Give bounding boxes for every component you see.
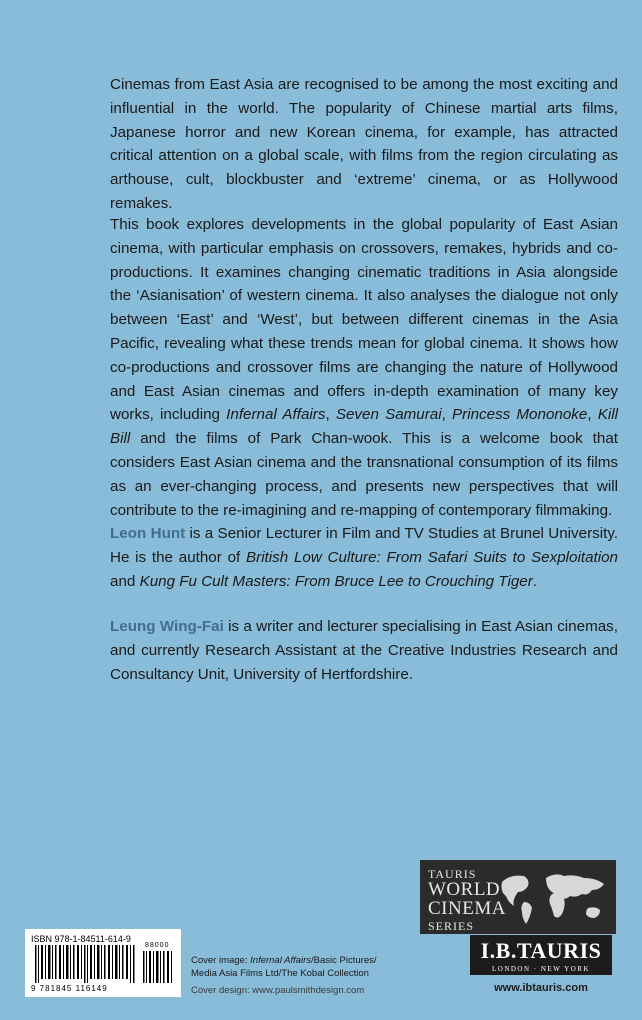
series-logo-line: SERIES xyxy=(428,919,475,933)
credit-prefix: Cover image: xyxy=(191,955,251,966)
film-title: Seven Samurai xyxy=(335,406,442,424)
author-bio-hunt: Leon Hunt is a Senior Lecturer in Film and TV Studies at Brunel University. He is the author of British Low Culture: From Safari Suits to Sexploitation and Kung Fu Cult Masters: From Bruce Lee to Crouching Tiger. xyxy=(110,525,619,590)
isbn-label: ISBN 978-1-84511-614-9 xyxy=(31,934,131,944)
series-logo-text xyxy=(428,868,506,932)
credit-rest: /Basic Pictures/ Media Asia Films Ltd/The Kobal Collection xyxy=(191,955,377,979)
publisher-name: I.B.TAURIS xyxy=(480,938,602,963)
author-name: Leung Wing-Fai xyxy=(110,618,224,635)
barcode-digits: 9 781845 116149 xyxy=(31,984,108,993)
series-logo-line: CINEMA xyxy=(428,898,506,919)
film-title: Kill Bill xyxy=(110,406,618,448)
author-bio-text: is a Senior Lecturer in Film and TV Studies at Brunel University. He is the author of xyxy=(110,525,619,566)
author-bio-leung xyxy=(110,615,618,686)
series-logo-line: TAURIS xyxy=(428,867,477,881)
publisher-logo xyxy=(470,935,612,975)
cover-image-credit xyxy=(191,955,401,980)
publisher-url: www.ibtauris.com xyxy=(494,982,588,994)
film-title: Infernal Affairs xyxy=(226,406,326,424)
barcode xyxy=(25,929,181,997)
description-text-b: and the films of Park Chan-wook. This is a welcome book that considers East Asian cinema and the transnational consumption of its films as an ever-changing process, and presents new perspectives that will contribute to the re-imagining and re-mapping of contemporary filmmaking. xyxy=(110,430,618,519)
intro-paragraph: Cinemas from East Asia are recognised to be among the most exciting and influential in the world. The popularity of Chinese martial arts films, Japanese horror and new Korean cinema, for example, has attracted critical attention on a global scale, with films from the region circulating as arthouse, cult, blockbuster and ‘extreme’ cinema, or as Hollywood remakes. xyxy=(110,76,618,212)
series-logo xyxy=(420,860,616,934)
author-bio-text: and xyxy=(110,572,140,590)
author-bio-text: is a writer and lecturer specialising in East Asian cinemas, and currently Research Assistant at the Creative Industries Research and Consultancy Unit, University of Hertfordshire. xyxy=(110,618,618,683)
description-paragraph: This book explores developments in the global popularity of East Asian cinema, with particular emphasis on crossovers, remakes, hybrids and co-productions. It examines changing cinematic traditions in Asia alongside the ‘Asianisation’ of western cinema. It also analyses the dialogue not only between ‘East’ and ‘West’, but between different cinemas in the Asia Pacific, revealing what these trends mean for global cinema. It shows how co-productions and crossover films are changing the nature of Hollywood and East Asian cinemas and offers in-depth examination of many key works, including Infernal Affairs, Seven Samurai, Princess Mononoke, Kill Bill and the films of Park Chan-wook. This is a welcome book that considers East Asian cinema and the transnational consumption of its films as an ever-changing process, and presents new perspectives that will contribute to the re-imagining and re-mapping of contemporary filmmaking. xyxy=(110,216,618,519)
cover-design-credit: Cover design: www.paulsmithdesign.com xyxy=(191,985,365,996)
book-title: Kung Fu Cult Masters: From Bruce Lee to Crouching Tiger xyxy=(139,572,533,590)
book-title: British Low Culture: From Safari Suits to Sexploitation xyxy=(246,548,619,566)
film-title: Princess Mononoke xyxy=(452,406,588,424)
credit-film-title: Infernal Affairs xyxy=(250,955,312,966)
author-name: Leon Hunt xyxy=(110,525,186,542)
description-text-a: This book explores developments in the global popularity of East Asian cinema, with particular emphasis on crossovers, remakes, hybrids and co-productions. It examines changing cinematic traditions in Asia alongside the ‘Asianisation’ of western cinema. It also analyses the dialogue not only between ‘East’ and ‘West’, but between different cinemas in the Asia Pacific, revealing what these trends mean for global cinema. It shows how co-productions and crossover films are changing the nature of Hollywood and East Asian cinemas and offers in-depth examination of many key works, including xyxy=(110,216,618,424)
publisher-locations: LONDON · NEW YORK xyxy=(491,965,591,973)
world-map-icon xyxy=(498,868,610,928)
series-logo-line: WORLD xyxy=(428,879,501,900)
barcode-addon: 88000 xyxy=(145,942,170,949)
barcode-bars xyxy=(31,945,175,985)
